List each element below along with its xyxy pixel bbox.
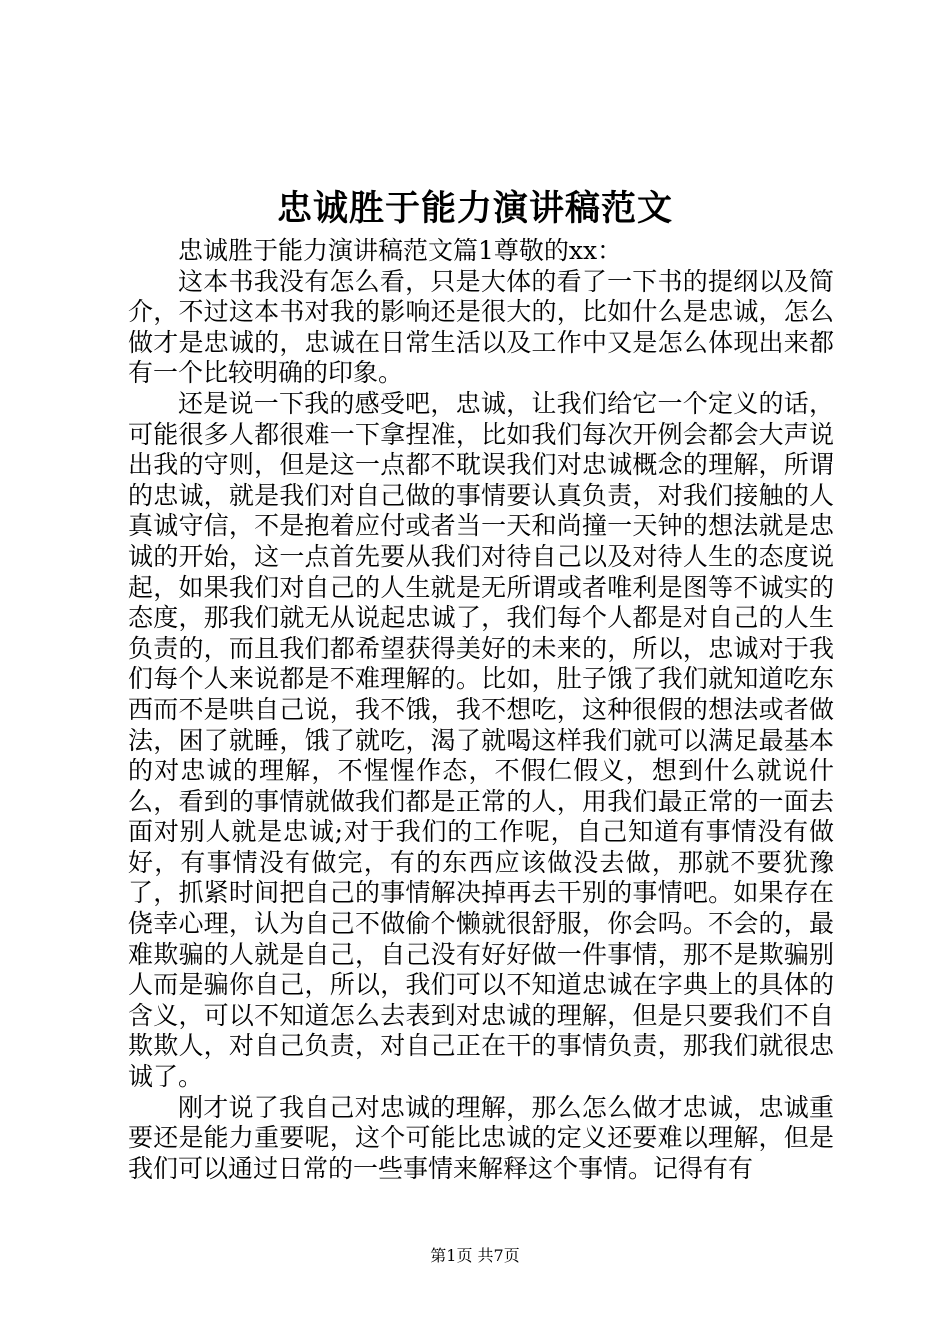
paragraph-feelings: 还是说一下我的感受吧，忠诚，让我们给它一个定义的话，可能很多人都很难一下拿捏准，比如我们每次开例会都会大声说出我的守则，但是这一点都不耽误我们对忠诚概念的理解，所谓的忠诚，就是我们对自己做的事情要认真负责，对我们接触的人真诚守信，不是抱着应付或者当一天和尚撞一天钟的想法就是忠诚的开始，这一点首先要从我们对待自己以及对待人生的态度说起，如果我们对自己的人生就是无所谓或者唯利是图等不诚实的态度，那我们就无从说起忠诚了，我们每个人都是对自己的人生负责的，而且我们都希望获得美好的未来的，所以，忠诚对于我们每个人来说都是不难理解的。比如，肚子饿了我们就知道吃东西而不是哄自己说，我不饿，我不想吃，这种很假的想法或者做法，困了就睡，饿了就吃，渴了就喝这样我们就可以满足最基本的对忠诚的理解，不惺惺作态，不假仁假义，想到什么就说什么，看到的事情就做我们都是正常的人，用我们最正常的一面去面对别人就是忠诚;对于我们的工作呢，自己知道有事情没有做好，有事情没有做完，有的东西应该做没去做，那就不要犹豫了，抓紧时间把自己的事情解决掉再去干别的事情吧。如果存在侥幸心理，认为自己不做偷个懒就很舒服，你会吗。不会的，最难欺骗的人就是自己，自己没有好好做一件事情，那不是欺骗别人而是骗你自己，所以，我们可以不知道忠诚在字典上的具体的含义，可以不知道怎么去表到对忠诚的理解，但是只要我们不自欺欺人，对自己负责，对自己正在干的事情负责，那我们就很忠诚了。	[128, 388, 834, 1092]
paragraph-intro: 这本书我没有怎么看，只是大体的看了一下书的提纲以及简介，不过这本书对我的影响还是很大的，比如什么是忠诚，怎么做才是忠诚的，忠诚在日常生活以及工作中又是怎么体现出来都有一个比较明确的印象。	[128, 266, 834, 388]
paragraph-loyalty-vs-ability: 刚才说了我自己对忠诚的理解，那么怎么做才忠诚，忠诚重要还是能力重要呢，这个可能比忠诚的定义还要难以理解，但是我们可以通过日常的一些事情来解释这个事情。记得有有	[128, 1092, 834, 1183]
page-footer: 第1页 共7页	[430, 1246, 520, 1265]
page-title: 忠诚胜于能力演讲稿范文	[276, 188, 673, 229]
document-body	[128, 236, 834, 1184]
paragraph-greeting: 忠诚胜于能力演讲稿范文篇1尊敬的xx：	[178, 236, 623, 265]
